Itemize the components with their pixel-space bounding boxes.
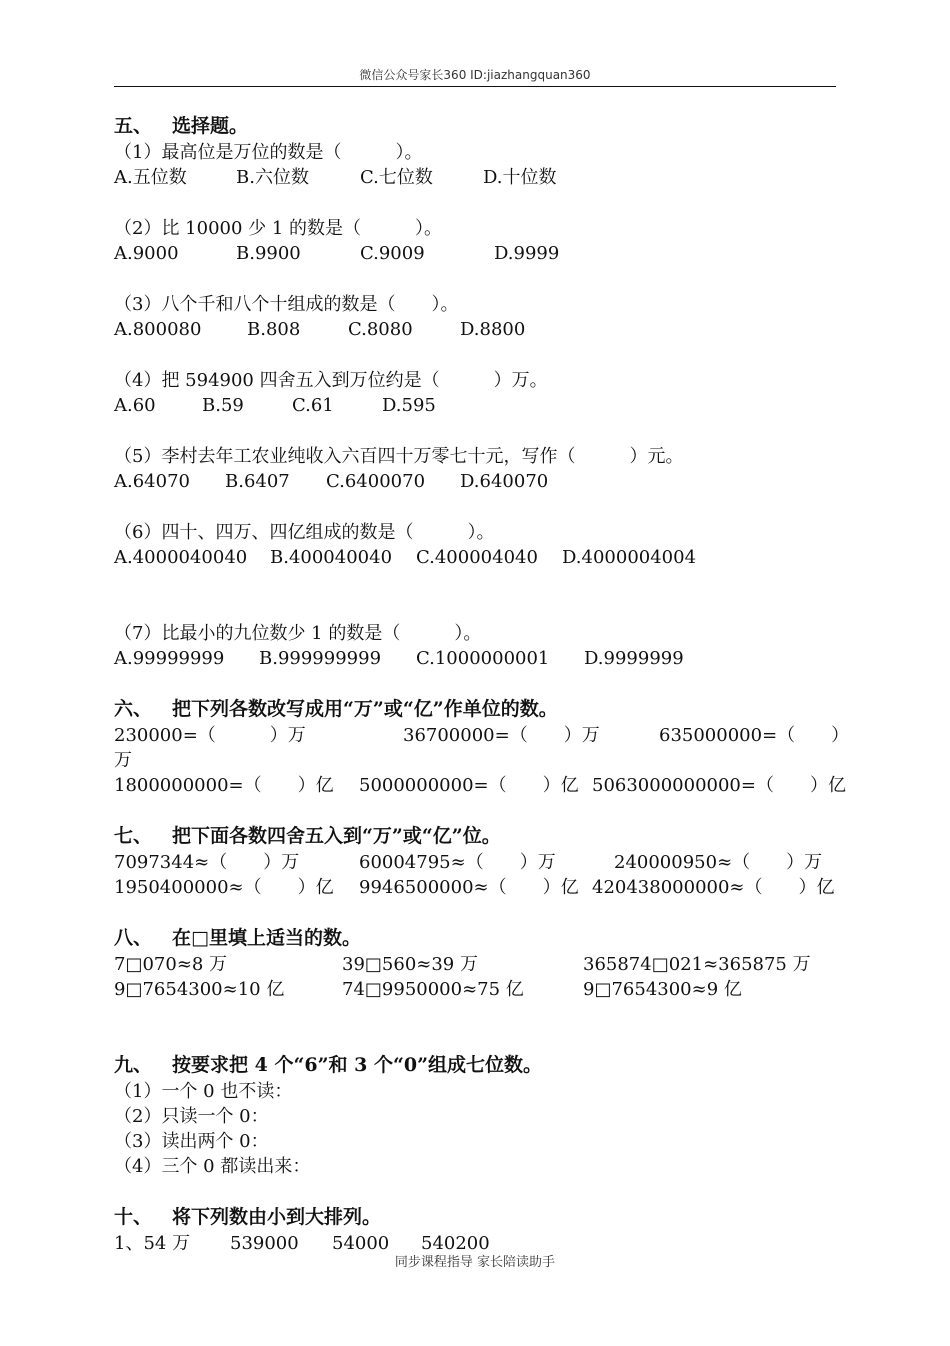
options-row [114, 646, 836, 671]
page-footer: 同步课程指导 家长陪读助手 [394, 1255, 556, 1270]
section-10 [114, 1204, 836, 1256]
section-8 [114, 925, 836, 1002]
option-a: A.60 [114, 395, 156, 416]
section-title: 将下列数由小到大排列。 [172, 1206, 382, 1228]
option-d: D.十位数 [483, 167, 557, 188]
option-b: B.9900 [236, 243, 301, 264]
options-row [114, 241, 836, 266]
option-b: B.808 [247, 319, 301, 340]
rewrite-item: 36700000=（ ）万 [403, 725, 600, 746]
option-d: D.4000004004 [562, 547, 697, 568]
round-item: 9946500000≈（ ）亿 [359, 877, 579, 898]
section-7 [114, 823, 836, 900]
section-heading [114, 696, 836, 723]
section-9 [114, 1052, 836, 1179]
order-item: 54000 [332, 1233, 390, 1254]
section-heading [114, 823, 836, 850]
question-text: （5）李村去年工农业纯收入六百四十万零七十元，写作（ ）元。 [114, 446, 684, 467]
question-text: （1）最高位是万位的数是（ ）。 [114, 142, 423, 163]
round-item: 7097344≈（ ）万 [114, 852, 300, 873]
question-5 [114, 444, 836, 494]
option-b: B.999999999 [259, 648, 382, 669]
option-d: D.595 [382, 395, 436, 416]
section-title: 把下面各数四舍五入到“万”或“亿”位。 [172, 825, 501, 847]
option-a: A.9000 [114, 243, 179, 264]
question-6 [114, 520, 836, 570]
option-b: B.59 [202, 395, 244, 416]
fill-item: 365874□021≈365875 万 [583, 954, 811, 975]
option-b: B.400040040 [270, 547, 393, 568]
option-c: C.1000000001 [416, 648, 550, 669]
worksheet-content [114, 113, 850, 1256]
rewrite-row-1 [114, 723, 850, 748]
section-number: 六、 [114, 698, 153, 720]
option-c: C.七位数 [360, 167, 433, 188]
option-b: B.六位数 [236, 167, 309, 188]
section-title: 按要求把 4 个“6”和 3 个“0”组成七位数。 [172, 1054, 543, 1076]
question-text: （4）把 594900 四舍五入到万位约是（ ）万。 [114, 370, 548, 391]
option-d: D.8800 [460, 319, 526, 340]
option-a: A.4000040040 [114, 547, 248, 568]
round-row-2 [114, 875, 836, 900]
option-a: A.99999999 [114, 648, 225, 669]
question-text: （2）比 10000 少 1 的数是（ ）。 [114, 218, 443, 239]
section-title: 在□里填上适当的数。 [172, 927, 361, 949]
question-text: （6）四十、四万、四亿组成的数是（ ）。 [114, 522, 495, 543]
section-number: 十、 [114, 1206, 153, 1228]
option-d: D.9999999 [584, 648, 684, 669]
fill-row-1 [114, 952, 836, 977]
rewrite-row-2 [114, 773, 846, 798]
round-item: 1950400000≈（ ）亿 [114, 877, 334, 898]
section-heading [114, 1204, 836, 1231]
rewrite-item: 230000=（ ）万 [114, 725, 306, 746]
question-7 [114, 621, 836, 671]
question-3 [114, 292, 836, 342]
round-row-1 [114, 850, 836, 875]
section-title: 把下列各数改写成用“万”或“亿”作单位的数。 [172, 698, 558, 720]
question-2 [114, 216, 836, 266]
round-item: 60004795≈（ ）万 [359, 852, 556, 873]
question-1 [114, 140, 836, 190]
unit-wrap: 万 [114, 750, 132, 771]
fill-row-2 [114, 977, 836, 1002]
option-a: A.800080 [114, 319, 202, 340]
options-row [114, 545, 836, 570]
round-item: 240000950≈（ ）万 [614, 852, 823, 873]
options-row [114, 317, 836, 342]
order-item: 539000 [230, 1233, 299, 1254]
page-header: 微信公众号家长360 ID:jiazhangquan360 [359, 68, 591, 82]
round-item: 420438000000≈（ ）亿 [592, 877, 835, 898]
list-item: （3）读出两个 0： [114, 1131, 269, 1152]
header-divider [114, 86, 836, 87]
section-number: 七、 [114, 825, 153, 847]
rewrite-row-1-wrap [114, 748, 836, 773]
question-4 [114, 368, 836, 418]
option-a: A.五位数 [114, 167, 187, 188]
order-item: 540200 [421, 1233, 490, 1254]
section-number: 八、 [114, 927, 153, 949]
question-text: （3）八个千和八个十组成的数是（ ）。 [114, 294, 459, 315]
fill-item: 9□7654300≈9 亿 [583, 979, 742, 1000]
section-title: 选择题。 [172, 115, 249, 137]
section-5 [114, 113, 836, 671]
question-text: （7）比最小的九位数少 1 的数是（ ）。 [114, 623, 482, 644]
list-item: （2）只读一个 0： [114, 1106, 269, 1127]
rewrite-item: 635000000=（ ） [659, 725, 850, 746]
fill-item: 7□070≈8 万 [114, 954, 228, 975]
section-heading [114, 113, 836, 140]
option-c: C.8080 [348, 319, 413, 340]
section-number: 五、 [114, 115, 153, 137]
options-row [114, 165, 836, 190]
rewrite-item: 5063000000000=（ ）亿 [592, 775, 846, 796]
order-item: 1、54 万 [114, 1233, 191, 1254]
option-c: C.400004040 [416, 547, 538, 568]
list-item: （4）三个 0 都读出来： [114, 1156, 311, 1177]
options-row [114, 469, 836, 494]
option-a: A.64070 [114, 471, 190, 492]
section-number: 九、 [114, 1054, 153, 1076]
option-d: D.640070 [460, 471, 549, 492]
list-item: （1）一个 0 也不读： [114, 1081, 293, 1102]
section-heading [114, 925, 836, 952]
fill-item: 74□9950000≈75 亿 [342, 979, 524, 1000]
section-heading [114, 1052, 836, 1079]
option-c: C.9009 [360, 243, 425, 264]
option-b: B.6407 [225, 471, 290, 492]
rewrite-item: 1800000000=（ ）亿 [114, 775, 334, 796]
option-c: C.6400070 [326, 471, 426, 492]
option-c: C.61 [292, 395, 334, 416]
fill-item: 9□7654300≈10 亿 [114, 979, 285, 1000]
option-d: D.9999 [494, 243, 560, 264]
section-6 [114, 696, 850, 798]
fill-item: 39□560≈39 万 [342, 954, 478, 975]
options-row [114, 393, 836, 418]
rewrite-item: 5000000000=（ ）亿 [359, 775, 579, 796]
